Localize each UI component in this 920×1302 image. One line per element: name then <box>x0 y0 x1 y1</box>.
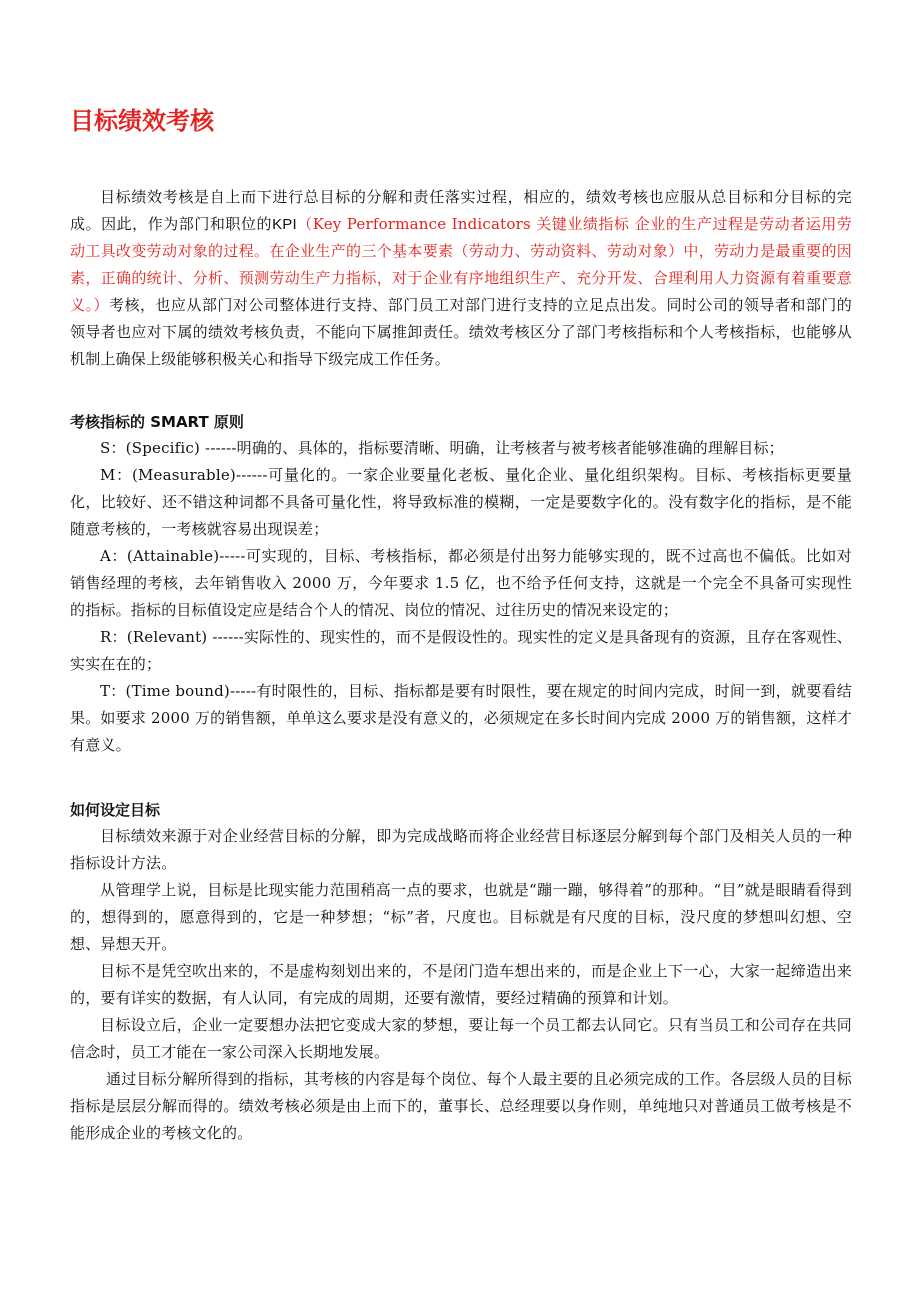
goals-paragraph: 目标不是凭空吹出来的，不是虚构刻划出来的，不是闭门造车想出来的，而是企业上下一心，大家一起缔造出来的，要有详实的数据，有人认同，有完成的周期，还要有激情，要经过精确的预算和计划。 <box>70 962 852 1007</box>
goals-heading: 如何设定目标 <box>70 801 161 819</box>
smart-heading: 考核指标的 SMART 原则 <box>70 413 244 431</box>
smart-item-r: R：(Relevant) ------实际性的、现实性的，而不是假设性的。现实性的定义是具备现有的资源，且存在客观性、实实在在的； <box>70 628 852 673</box>
intro-paragraph <box>70 184 852 373</box>
goals-paragraph: 从管理学上说，目标是比现实能力范围稍高一点的要求，也就是“蹦一蹦，够得着”的那种。“目”就是眼睛看得到的，想得到的，愿意得到的，它是一种梦想；“标”者，尺度也。目标就是有尺度的目标，没尺度的梦想叫幻想、空想、异想天开。 <box>70 881 852 953</box>
goals-paragraph: 通过目标分解所得到的指标，其考核的内容是每个岗位、每个人最主要的且必须完成的工作。各层级人员的目标指标是层层分解而得的。绩效考核必须是由上而下的，董事长、总经理要以身作则，单纯地只对普通员工做考核是不能形成企业的考核文化的。 <box>70 1070 852 1142</box>
smart-item-t: T：(Time bound)-----有时限性的，目标、指标都是要有时限性，要在规定的时间内完成，时间一到，就要看结果。如要求 2000 万的销售额，单单这么要求是没有意义的，必须规定在多长时间内完成 2000 万的销售额，这样才有意义。 <box>70 682 852 754</box>
kpi-term: KPI <box>272 216 297 233</box>
document-title: 目标绩效考核 <box>70 107 214 135</box>
document-page <box>70 104 852 1147</box>
goals-paragraph: 目标设立后，企业一定要想办法把它变成大家的梦想，要让每一个员工都去认同它。只有当员工和公司存在共同信念时，员工才能在一家公司深入长期地发展。 <box>70 1016 852 1061</box>
intro-text-start: 目标绩效考核是自上而下进行总目标的分解和责任落实过程，相应的，绩效考核也应服从总目标和分目标的完成。因此，作为部门和职位的 <box>70 188 852 233</box>
smart-item-m: M：(Measurable)------可量化的。一家企业要量化老板、量化企业、量化组织架构。目标、考核指标更要量化，比较好、还不错这种词都不具备可量化性，将导致标准的模糊，一定是要数字化的。没有数字化的指标，是不能随意考核的，一考核就容易出现误差； <box>70 466 852 538</box>
smart-item-a: A：(Attainable)-----可实现的，目标、考核指标，都必须是付出努力能够实现的，既不过高也不偏低。比如对销售经理的考核，去年销售收入 2000 万，今年要求 1.5 亿，也不给予任何支持，这就是一个完全不具备可实现性的指标。指标的目标值设定应是结合个人的情况、岗位的情况、过往历史的情况来设定的； <box>70 547 852 619</box>
intro-text-end: 考核，也应从部门对公司整体进行支持、部门员工对部门进行支持的立足点出发。同时公司的领导者和部门的领导者也应对下属的绩效考核负责，不能向下属推卸责任。绩效考核区分了部门考核指标和个人考核指标，也能够从机制上确保上级能够积极关心和指导下级完成工作任务。 <box>70 296 852 368</box>
kpi-definition: （Key Performance Indicators 关键业绩指标 企业的生产过程是劳动者运用劳动工具改变劳动对象的过程。在企业生产的三个基本要素（劳动力、劳动资料、劳动对象）中，劳动力是最重要的因素，正确的统计、分析、预测劳动生产力指标，对于企业有序地组织生产、充分开发、合理利用人力资源有着重要意义。） <box>70 215 853 314</box>
smart-item-s: S：(Specific) ------明确的、具体的，指标要清晰、明确，让考核者与被考核者能够准确的理解目标； <box>100 439 784 457</box>
goals-paragraph: 目标绩效来源于对企业经营目标的分解，即为完成战略而将企业经营目标逐层分解到每个部门及相关人员的一种指标设计方法。 <box>70 827 852 872</box>
